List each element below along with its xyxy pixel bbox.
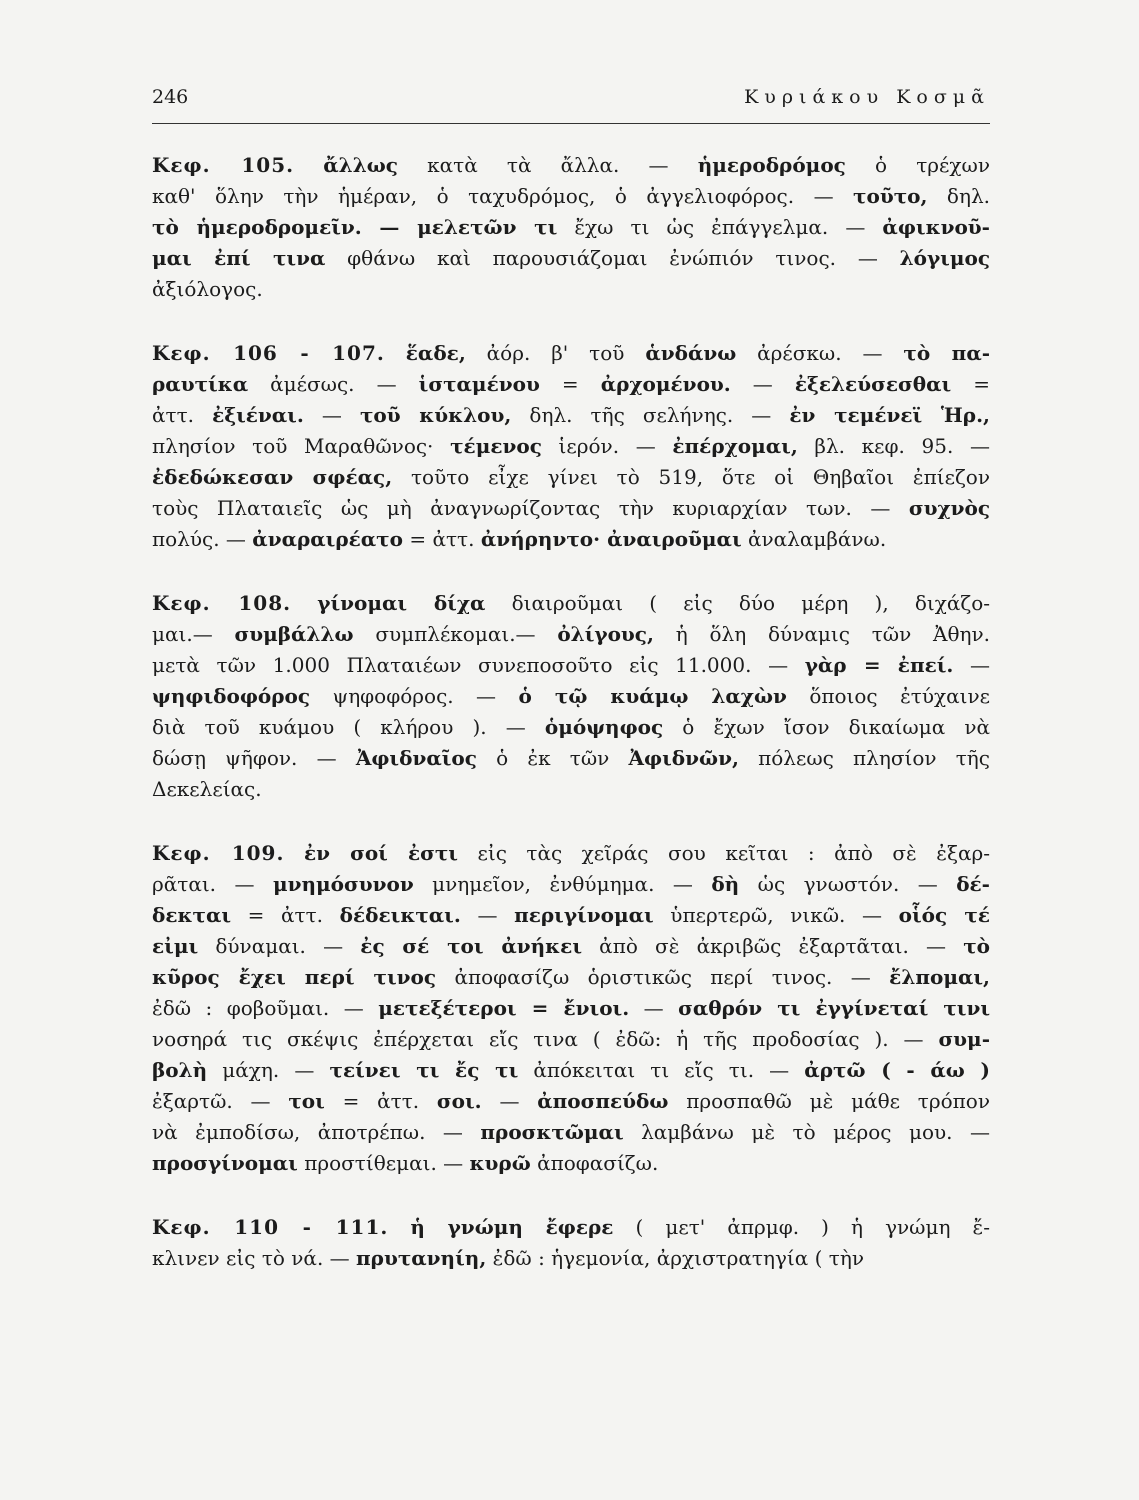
headword: δεκται [152, 903, 232, 927]
commentary-text [152, 150, 990, 1307]
chapter-reference: Κεφ. 105. [152, 153, 295, 177]
gloss-text: ἐδῶ : φοβοῦμαι. — [152, 996, 379, 1020]
text-line [152, 462, 990, 493]
headword: ὀλίγους, [557, 622, 654, 646]
headword: κυρῶ [469, 1151, 531, 1175]
gloss-text: τοῦτο εἶχε γίνει τὸ 519, ὅτε οἱ Θηβαῖοι ἐπίεζον [392, 465, 990, 489]
gloss-text: — [460, 903, 515, 927]
gloss-text: διαιροῦμαι ( εἰς δύο μέρη ), διχάζο- [485, 591, 990, 615]
headword: ἡμεροδρόμος [697, 153, 846, 177]
text-line [152, 431, 990, 462]
headword: συμβάλλω [234, 622, 354, 646]
gloss-text: ἀπόκειται τι εἴς τι. — [518, 1058, 805, 1082]
gloss-text: νὰ ἐμποδίσω, ἀποτρέπω. — [152, 1120, 481, 1144]
text-line [152, 869, 990, 900]
chapter-reference: Κεφ. 109. [152, 841, 285, 865]
running-title: Κυριάκου Κοσμᾶ [744, 86, 990, 108]
gloss-text: δηλ. τῆς σελήνης. — [511, 403, 790, 427]
gloss-text: — [629, 996, 679, 1020]
gloss-text: = ἀττ. [231, 903, 340, 927]
gloss-text: ψηφοφόρος. — [310, 684, 519, 708]
headword: ἐν σοί ἐστι [303, 841, 458, 865]
headword: λόγιμος [899, 246, 990, 270]
chapter-reference: Κεφ. 108. [152, 591, 292, 615]
text-line [152, 1055, 990, 1086]
text-line [152, 369, 990, 400]
headword: γὰρ = ἐπεί. [804, 653, 954, 677]
headword: πρυτανηίη, [356, 1246, 487, 1270]
headword: ἄλλως [323, 153, 398, 177]
gloss-text: ἀποφασίζω. [530, 1151, 659, 1175]
headword: ἱσταμένου [418, 372, 540, 396]
headword: τοῦτο, [853, 184, 928, 208]
headword: μνημόσυνον [272, 872, 414, 896]
headword: ἡ γνώμη ἔφερε [410, 1215, 614, 1239]
text-line [152, 524, 990, 555]
text-line [152, 243, 990, 274]
gloss-text: Δεκελείας. [152, 777, 262, 801]
headword: ἐπέρχομαι, [672, 434, 798, 458]
gloss-text: μνημεῖον, ἐνθύμημα. — [413, 872, 712, 896]
gloss-text: = ἀττ. [402, 527, 481, 551]
gloss-text: φθάνω καὶ παρουσιάζομαι ἐνώπιόν τινος. — [325, 246, 900, 270]
headword: ἐδεδώκεσαν σφέας, [152, 465, 393, 489]
headword: ἔλπομαι, [889, 965, 990, 989]
headword: δέδεικται. [339, 903, 461, 927]
headword: τὸ ἡμεροδρομεῖν. — μελετῶν τι [152, 215, 558, 239]
gloss-text: πολύς. — [152, 527, 253, 551]
gloss-text: βλ. κεφ. 95. — [797, 434, 990, 458]
headword: ἐξελεύσεσθαι [794, 372, 952, 396]
gloss-text: ἀπὸ σὲ ἀκριβῶς ἐξαρτᾶται. — [582, 934, 964, 958]
headword: ψηφιδοφόρος [152, 684, 311, 708]
headword: ἕαδε, [405, 341, 466, 365]
headword: μετεξέτεροι = ἔνιοι. [378, 996, 630, 1020]
gloss-text: συμπλέκομαι.— [353, 622, 558, 646]
chapter-note [152, 338, 990, 555]
headword: συχνὸς [908, 496, 990, 520]
headword: ἀρχομένου. [600, 372, 731, 396]
gloss-text: ὅποιος ἐτύχαινε [786, 684, 990, 708]
text-line [152, 493, 990, 524]
text-line [152, 931, 990, 962]
headword: βολὴ [152, 1058, 208, 1082]
gloss-text: = [539, 372, 601, 396]
gloss-text: ὡς γνωστόν. — [739, 872, 957, 896]
gloss-text: ( μετ' ἀπρμφ. ) ἡ γνώμη ἔ- [613, 1215, 990, 1239]
gloss-text: = [951, 372, 990, 396]
gloss-text: ἀξιόλογος. [152, 277, 263, 301]
gloss-text: διὰ τοῦ κυάμου ( κλήρου ). — [152, 715, 545, 739]
gloss-text: ἐδῶ : ἡγεμονία, ἀρχιστρατηγία ( τὴν [486, 1246, 865, 1270]
headword: ἀναραιρέατο [252, 527, 403, 551]
gloss-text: δύναμαι. — [198, 934, 361, 958]
chapter-note [152, 588, 990, 805]
gloss-text: ἀποφασίζω ὁριστικῶς περί τινος. — [436, 965, 890, 989]
text-line [152, 962, 990, 993]
gloss-text: ἀττ. [152, 403, 213, 427]
text-line [152, 1117, 990, 1148]
gloss-text: ἀρέσκω. — [736, 341, 904, 365]
gloss-text: κατὰ τὰ ἄλλα. — [397, 153, 698, 177]
headword: τὸ πα- [903, 341, 990, 365]
text-line [152, 900, 990, 931]
headword: ἀφικνοῦ- [882, 215, 990, 239]
headword: ἐς σέ τοι ἀνήκει [360, 934, 582, 958]
gloss-text: = ἀττ. [324, 1089, 437, 1113]
chapter-note [152, 838, 990, 1179]
headword: προσκτῶμαι [480, 1120, 624, 1144]
gloss-text: μαι.— [152, 622, 235, 646]
text-line [152, 743, 990, 774]
headword: ἐξιέναι. [212, 403, 304, 427]
page-number: 246 [152, 86, 189, 108]
gloss-text: ἔχω τι ὡς ἐπάγγελμα. — [557, 215, 883, 239]
text-line [152, 681, 990, 712]
headword: ραυτίκα [152, 372, 249, 396]
text-line [152, 150, 990, 181]
text-line [152, 588, 990, 619]
gloss-text: — [303, 403, 360, 427]
gloss-text: ἀμέσως. — [248, 372, 419, 396]
text-line [152, 1243, 990, 1274]
headword: ἁνδάνω [645, 341, 737, 365]
headword: ἀρτῶ ( - άω ) [804, 1058, 990, 1082]
text-line [152, 1212, 990, 1243]
headword: Ἀφιδνῶν, [628, 746, 739, 770]
headword: ἀποσπεύδω [537, 1089, 669, 1113]
headword: Ἀφιδναῖος [355, 746, 477, 770]
chapter-reference: Κεφ. 106 - 107. [152, 341, 385, 365]
headword: σαθρόν τι ἐγγίνεταί τινι [678, 996, 990, 1020]
gloss-text: ἱερόν. — [541, 434, 673, 458]
gloss-text: ὁ τρέχων [845, 153, 990, 177]
page-header [152, 82, 990, 112]
headword: ὁ τῷ κυάμῳ λαχὼν [518, 684, 787, 708]
headword: τὸ [963, 934, 990, 958]
gloss-text: ἀόρ. β' τοῦ [465, 341, 646, 365]
headword: οἷός τέ [898, 903, 990, 927]
headword: ἀνήρηντο· ἀναιροῦμαι [480, 527, 742, 551]
headword: συμ- [938, 1027, 990, 1051]
text-line [152, 274, 990, 305]
headword: ἐν τεμένεϊ Ἡρ., [789, 403, 990, 427]
headword: ὁμόψηφος [544, 715, 664, 739]
gloss-text: μάχη. — [207, 1058, 330, 1082]
gloss-text: προσπαθῶ μὲ μάθε τρόπον [668, 1089, 990, 1113]
gloss-text: ἡ ὅλη δύναμις τῶν Ἀθην. [653, 622, 990, 646]
gloss-text: ὁ ἔχων ἴσον δικαίωμα νὰ [663, 715, 990, 739]
headword: μαι ἐπί τινα [152, 246, 326, 270]
headword: εἰμι [152, 934, 199, 958]
headword: κῦρος ἔχει περί τινος [152, 965, 437, 989]
text-line [152, 838, 990, 869]
text-line [152, 774, 990, 805]
gloss-text: ἐξαρτῶ. — [152, 1089, 289, 1113]
gloss-text: τοὺς Πλαταιεῖς ὡς μὴ ἀναγνωρίζοντας τὴν κυριαρχίαν των. — [152, 496, 909, 520]
gloss-text: ὁ ἐκ τῶν [476, 746, 629, 770]
gloss-text: λαμβάνω μὲ τὸ μέρος μου. — [623, 1120, 990, 1144]
gloss-text: ὑπερτερῶ, νικῶ. — [653, 903, 899, 927]
text-line [152, 400, 990, 431]
text-line [152, 1086, 990, 1117]
gloss-text: προστίθεμαι. — [297, 1151, 470, 1175]
text-line [152, 181, 990, 212]
headword: προσγίνομαι [152, 1151, 298, 1175]
chapter-note [152, 150, 990, 305]
headword: περιγίνομαι [514, 903, 654, 927]
headword: τοι [288, 1089, 325, 1113]
gloss-text: ρᾶται. — [152, 872, 273, 896]
headword: τείνει τι ἔς τι [329, 1058, 519, 1082]
gloss-text: — [730, 372, 795, 396]
text-line [152, 712, 990, 743]
headword: τέμενος [450, 434, 542, 458]
gloss-text: δηλ. [927, 184, 990, 208]
gloss-text: κλινεν εἰς τὸ νά. — [152, 1246, 357, 1270]
headword: σοι. [436, 1089, 482, 1113]
gloss-text: — [953, 653, 990, 677]
text-line [152, 1148, 990, 1179]
chapter-note [152, 1212, 990, 1274]
headword: δέ- [956, 872, 990, 896]
gloss-text: δώσῃ ψῆφον. — [152, 746, 356, 770]
headword: τοῦ κύκλου, [359, 403, 512, 427]
text-line [152, 993, 990, 1024]
gloss-text: μετὰ τῶν 1.000 Πλαταιέων συνεποσοῦτο εἰς 11.000. — [152, 653, 805, 677]
gloss-text: καθ' ὅλην τὴν ἡμέραν, ὁ ταχυδρόμος, ὁ ἀγγελιοφόρος. — [152, 184, 854, 208]
gloss-text: πλησίον τοῦ Μαραθῶνος· [152, 434, 451, 458]
gloss-text: εἰς τὰς χεῖράς σου κεῖται : ἀπὸ σὲ ἐξαρ- [458, 841, 990, 865]
gloss-text: ἀναλαμβάνω. [741, 527, 887, 551]
headword: δὴ [711, 872, 740, 896]
text-line [152, 1024, 990, 1055]
gloss-text: — [481, 1089, 538, 1113]
header-rule [152, 123, 990, 124]
text-line [152, 338, 990, 369]
text-line [152, 619, 990, 650]
gloss-text: νοσηρά τις σκέψις ἐπέρχεται εἴς τινα ( ἐδῶ: ἡ τῆς προδοσίας ). — [152, 1027, 939, 1051]
headword: γίνομαι δίχα [317, 591, 486, 615]
text-line [152, 650, 990, 681]
gloss-text: πόλεως πλησίον τῆς [738, 746, 990, 770]
chapter-reference: Κεφ. 110 - 111. [152, 1215, 389, 1239]
text-line [152, 212, 990, 243]
